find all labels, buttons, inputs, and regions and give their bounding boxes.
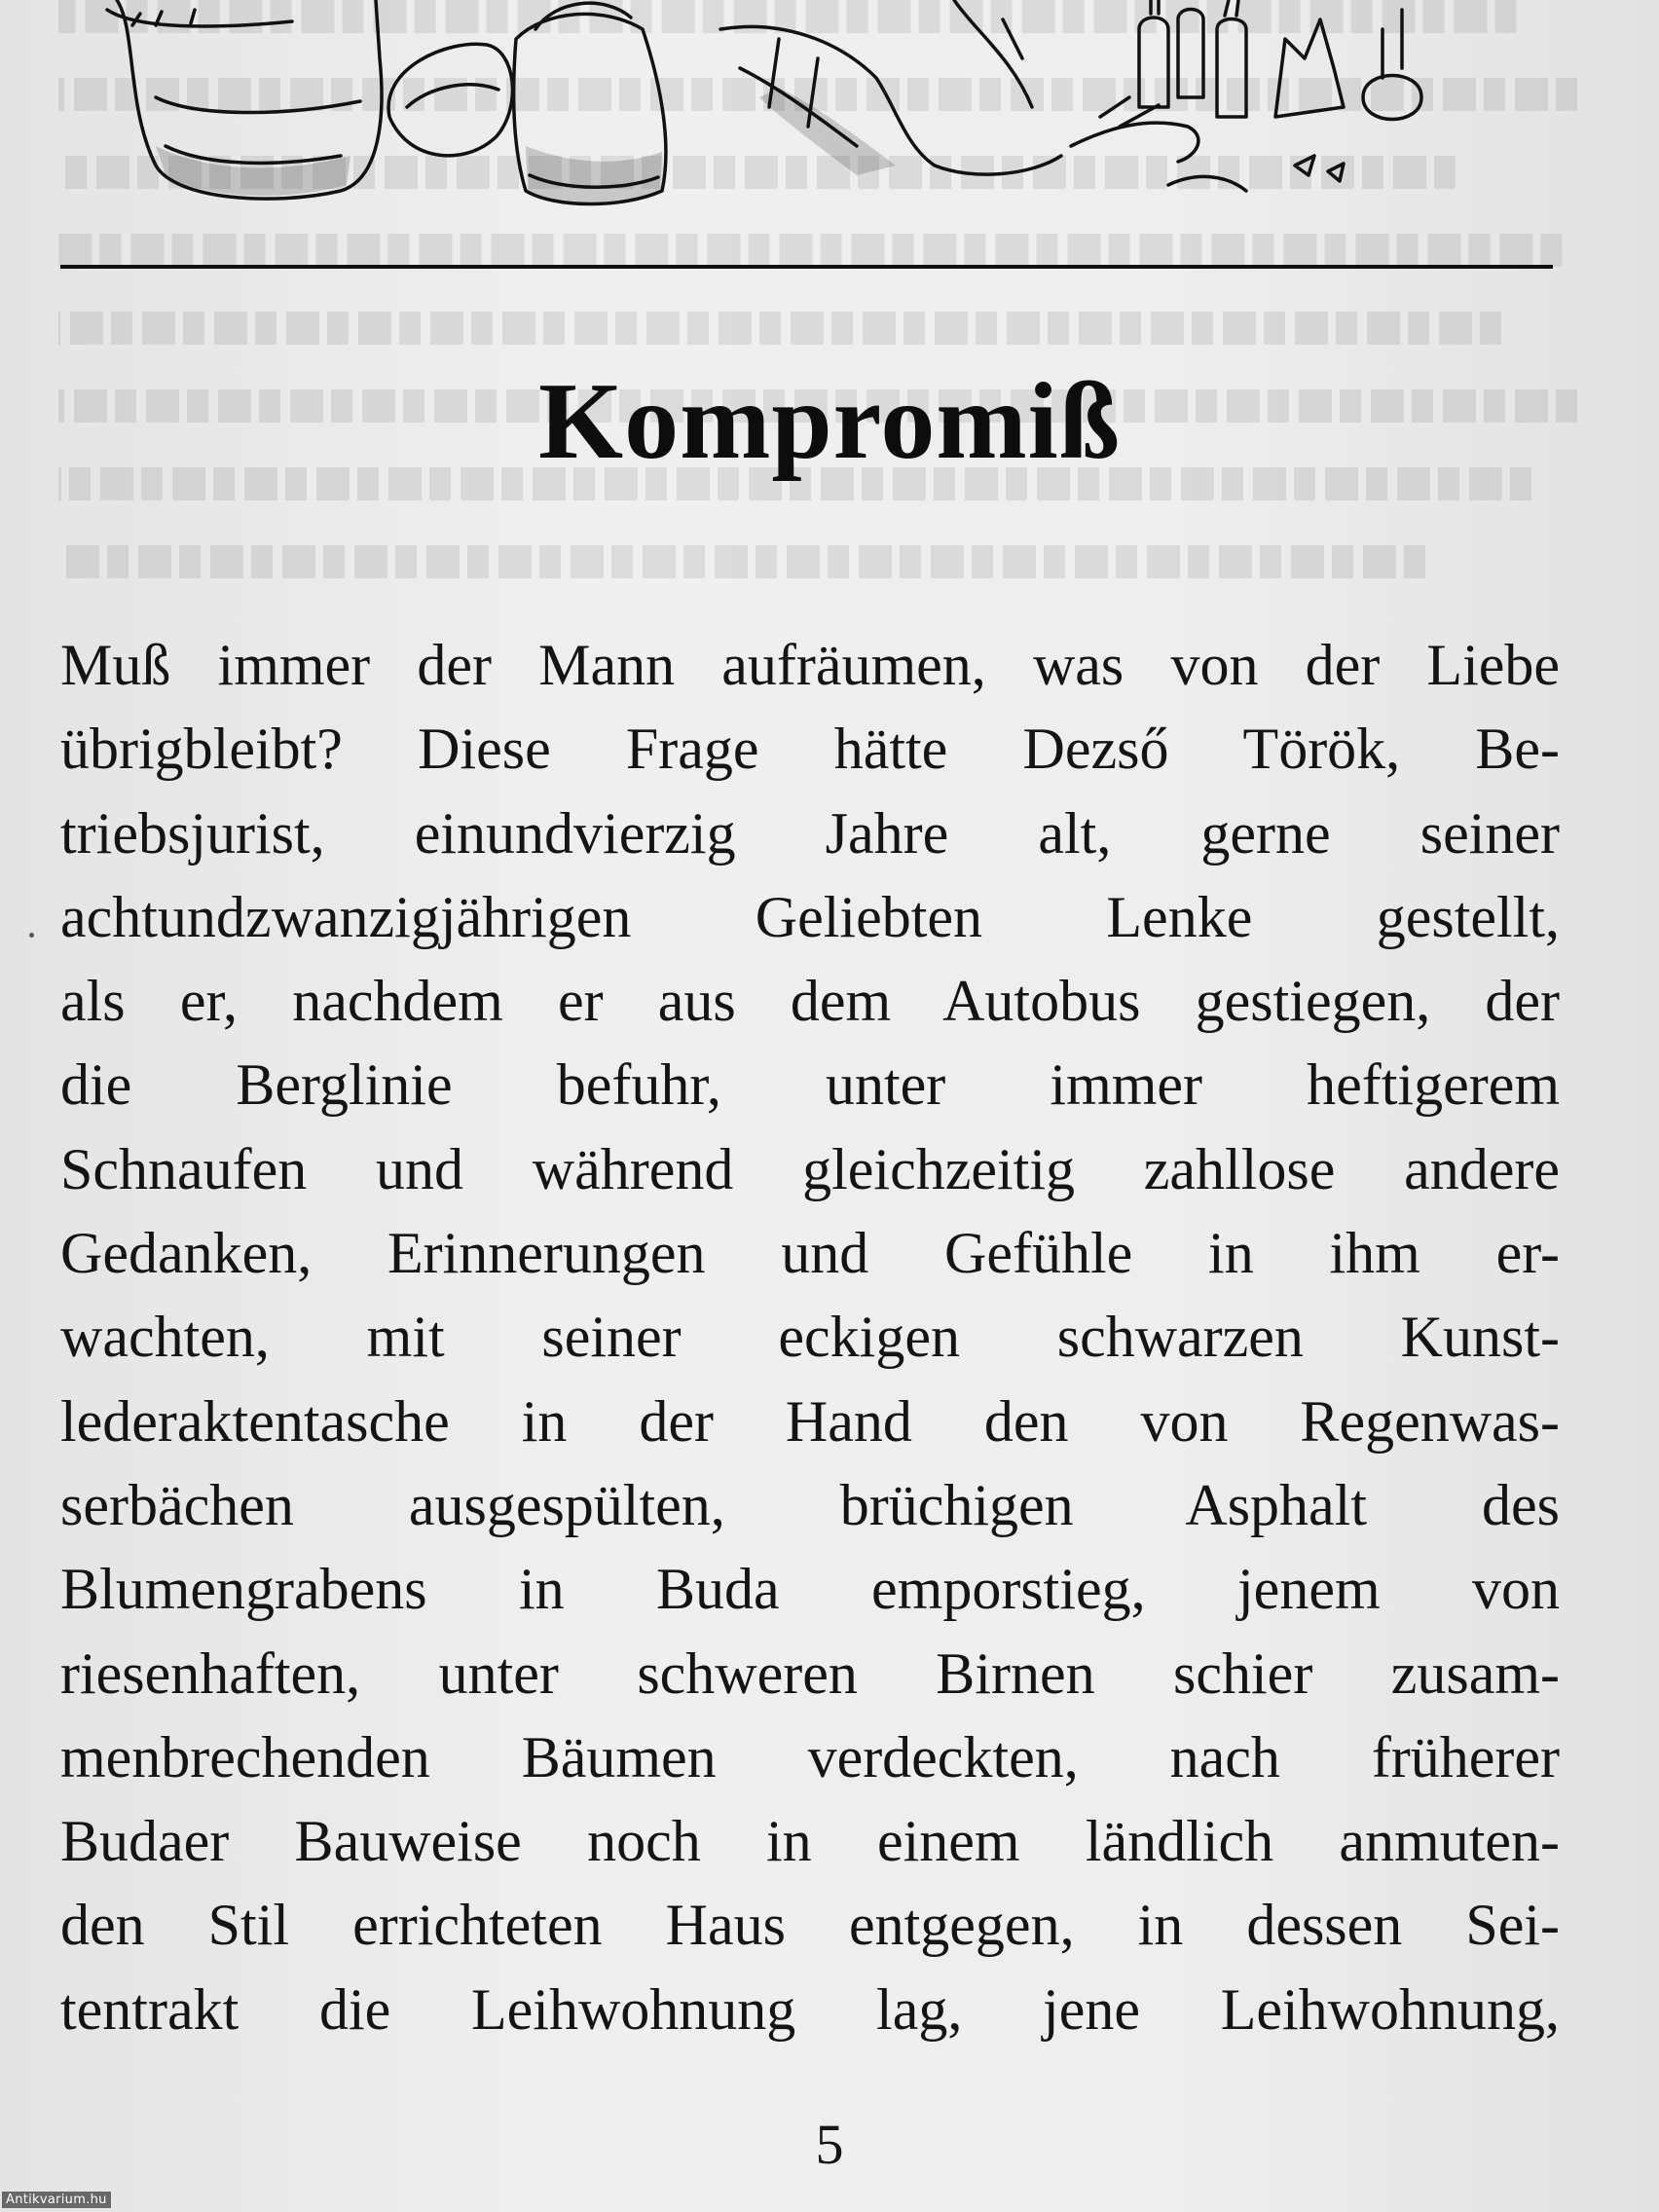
- text-line: Blumengrabens in Buda emporstieg, jenem von: [60, 1557, 1560, 1622]
- text-line: als er, nachdem er aus dem Autobus gestiegen, der: [60, 969, 1560, 1034]
- text-line: die Berglinie befuhr, unter immer heftigerem: [60, 1052, 1560, 1118]
- text-line: achtundzwanzigjährigen Geliebten Lenke gestellt,: [60, 884, 1560, 949]
- text-line: Schnaufen und während gleichzeitig zahllose andere: [60, 1136, 1560, 1201]
- margin-speck: [29, 933, 34, 938]
- page-number: 5: [815, 2113, 844, 2176]
- watermark: Antikvarium.hu: [2, 2192, 111, 2208]
- body-paragraph: [60, 623, 1560, 2051]
- text-line: menbrechenden Bäumen verdeckten, nach früherer: [60, 1724, 1560, 1789]
- chapter-title: Kompromiß: [537, 361, 1122, 483]
- text-line: Muß immer der Mann aufräumen, was von der Liebe: [60, 633, 1560, 697]
- text-line: serbächen ausgespülten, brüchigen Asphalt des: [60, 1472, 1560, 1537]
- text-line: den Stil errichteten Haus entgegen, in dessen Sei-: [60, 1893, 1560, 1958]
- horizontal-rule: [60, 265, 1553, 269]
- text-line: wachten, mit seiner eckigen schwarzen Kunst-: [60, 1305, 1560, 1370]
- text-line: triebsjurist, einundvierzig Jahre alt, gerne seiner: [60, 800, 1560, 866]
- text-line: tentrakt die Leihwohnung lag, jene Leihwohnung,: [60, 1976, 1560, 2042]
- text-line: riesenhaften, unter schweren Birnen schier zusam-: [60, 1641, 1560, 1706]
- text-line: übrigbleibt? Diese Frage hätte Dezső Török, Be-: [60, 717, 1560, 782]
- text-line: Gedanken, Erinnerungen und Gefühle in ihm er-: [60, 1221, 1560, 1286]
- pen-drawing-illustration: [97, 0, 1441, 234]
- text-line: lederaktentasche in der Hand den von Regenwas-: [60, 1388, 1560, 1454]
- text-line: Budaer Bauweise noch in einem ländlich anmuten-: [60, 1809, 1560, 1874]
